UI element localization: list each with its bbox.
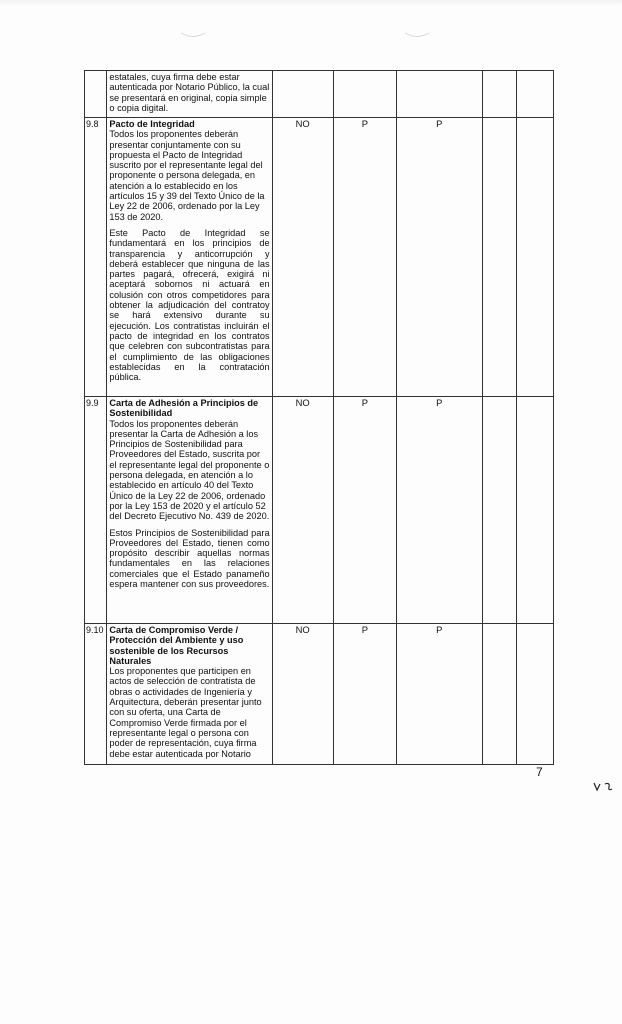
cell-col-e <box>517 71 554 118</box>
cell-col-a: NO <box>272 624 333 765</box>
item-paragraph: Todos los proponentes deberán presentar conjuntamente con su propuesta el Pacto de Integridad suscrito por el representante legal del proponente o persona delegada, en atención a lo establecido en los artículos 15 y 39 del Texto Único de la Ley 22 de 2006, ordenado por la Ley 153 de 2020. <box>109 129 265 222</box>
cell-col-d <box>482 71 517 118</box>
cell-col-c: P <box>396 624 482 765</box>
cell-col-d <box>482 118 517 397</box>
table-row <box>85 118 554 397</box>
scan-edge <box>0 0 622 6</box>
item-description <box>107 397 272 624</box>
item-paragraph: Todos los proponentes deberán presentar la Carta de Adhesión a los Principios de Sostenibilidad para Proveedores del Estado, suscrita por el representante legal del proponente o persona delegada, en atención a lo establecido en artículo 40 del Texto Único de la Ley 22 de 2006, ordenado por la Ley 153 de 2020 y el artículo 52 del Decreto Ejecutivo No. 439 de 2020. <box>109 418 270 522</box>
cell-col-e <box>517 624 554 765</box>
item-description <box>107 624 272 765</box>
cell-col-a: NO <box>272 118 333 397</box>
cell-col-b: P <box>333 118 396 397</box>
handwritten-initials <box>592 780 614 792</box>
page-number: 7 <box>536 765 543 779</box>
cell-col-e <box>517 118 554 397</box>
item-paragraph: Estos Principios de Sostenibilidad para Proveedores del Estado, tienen como propósito describir aquellas normas fundamentales en las relaciones comerciales que el Estado panameño espera mantener con sus proveedores. <box>109 527 270 590</box>
cell-col-c: P <box>396 397 482 624</box>
cell-col-c: P <box>396 118 482 397</box>
cell-col-b: P <box>333 397 396 624</box>
item-number: 9.9 <box>85 397 107 624</box>
item-description <box>107 71 272 118</box>
table-row <box>85 624 554 765</box>
cell-col-b: P <box>333 624 396 765</box>
item-paragraph: Este Pacto de Integridad se fundamentará en los principios de transparencia y anticorrupción y deberá establecer que ninguna de las partes pagará, ofrecerá, exigirá ni aceptará sobornos ni actuará en colusión con otros competidores para obtener la adjudicación del contratoy se hará extensivo durante su ejecución. Los contratistas incluirán el pacto de integridad en los contratos que celebren con subcontratistas para el cumplimiento de las obligaciones establecidas en la contratación pública. <box>109 227 270 383</box>
item-number: 9.10 <box>85 624 107 765</box>
item-paragraph: Los proponentes que participen en actos de selección de contratista de obras o actividades de Ingeniería y Arquitectura, deberán presentar junto con su oferta, una Carta de Compromiso Verde firmada por el representante legal o persona con poder de representación, cuya firma debe estar autenticada por Notario <box>109 666 262 759</box>
cell-col-e <box>517 397 554 624</box>
cell-col-c <box>396 71 482 118</box>
item-title: Carta de Compromiso Verde / Protección del Ambiente y uso sostenible de los Recursos Naturales <box>109 625 244 666</box>
item-title: Pacto de Integridad <box>109 119 195 129</box>
cell-col-b <box>333 71 396 118</box>
cell-col-a <box>272 71 333 118</box>
item-description <box>107 118 272 397</box>
punch-hole-mark-left <box>178 30 208 40</box>
item-number <box>85 71 107 118</box>
item-title: Carta de Adhesión a Principios de Sostenibilidad <box>109 398 259 419</box>
table-row <box>85 71 554 118</box>
cell-col-d <box>482 397 517 624</box>
item-number: 9.8 <box>85 118 107 397</box>
cell-col-d <box>482 624 517 765</box>
punch-hole-mark-right <box>402 30 432 40</box>
table-row <box>85 397 554 624</box>
item-paragraph: estatales, cuya firma debe estar autenticada por Notario Público, la cual se presentará en original, copia simple o copia digital. <box>109 72 270 113</box>
requirements-table <box>84 70 554 765</box>
cell-col-a: NO <box>272 397 333 624</box>
